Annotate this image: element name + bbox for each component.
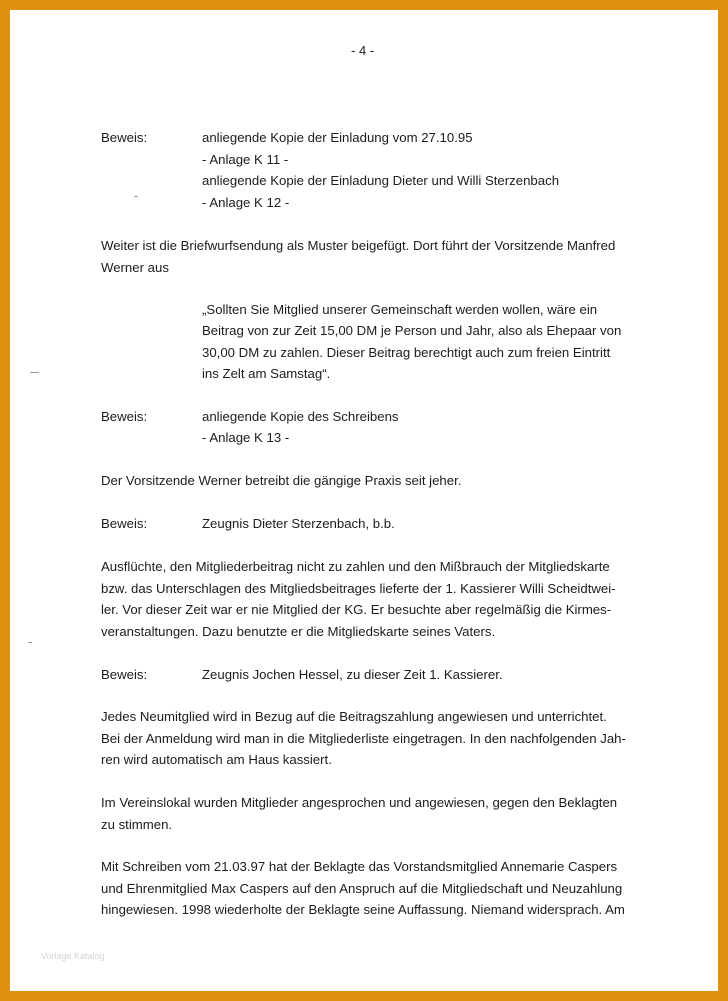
evidence-label: Beweis: — [101, 516, 148, 531]
watermark: Vorlage Katalog — [41, 951, 105, 961]
paragraph-line: Mit Schreiben vom 21.03.97 hat der Beklagte das Vorstandsmitglied Annemarie Caspers — [101, 859, 618, 874]
evidence-label: Beweis: — [101, 667, 148, 682]
evidence-line: anliegende Kopie der Einladung Dieter und Willi Sterzenbach — [202, 173, 560, 188]
scan-speck — [30, 372, 39, 373]
evidence-line: Zeugnis Dieter Sterzenbach, b.b. — [202, 516, 395, 531]
paragraph-line: Jedes Neumitglied wird in Bezug auf die Beitragszahlung angewiesen und unterrichtet. — [101, 709, 607, 724]
paragraph-line: hingewiesen. 1998 wiederholte der Beklagte seine Auffassung. Niemand widersprach. Am — [101, 902, 625, 917]
evidence-line: anliegende Kopie der Einladung vom 27.10.95 — [202, 130, 473, 145]
quote-line: „Sollten Sie Mitglied unserer Gemeinschaft werden wollen, wäre ein — [202, 302, 598, 317]
paragraph-line: Werner aus — [101, 260, 169, 275]
quote-line: 30,00 DM zu zahlen. Dieser Beitrag berechtigt auch zum freien Eintritt — [202, 345, 611, 360]
evidence-line: - Anlage K 13 - — [202, 430, 290, 445]
quote-line: ins Zelt am Samstag“. — [202, 366, 331, 381]
evidence-line: - Anlage K 11 - — [202, 152, 289, 167]
paragraph-line: zu stimmen. — [101, 817, 173, 832]
paragraph-line: Im Vereinslokal wurden Mitglieder angesprochen und angewiesen, gegen den Beklagten — [101, 795, 618, 810]
evidence-label: Beweis: — [101, 409, 148, 424]
document-page — [10, 10, 718, 991]
paragraph-line: veranstaltungen. Dazu benutzte er die Mitgliedskarte seines Vaters. — [101, 624, 496, 639]
paragraph-line: Weiter ist die Briefwurfsendung als Muster beigefügt. Dort führt der Vorsitzende Manfred — [101, 238, 616, 253]
evidence-label: Beweis: — [101, 130, 148, 145]
quote-line: Beitrag von zur Zeit 15,00 DM je Person und Jahr, also als Ehepaar von — [202, 323, 622, 338]
paragraph-line: bzw. das Unterschlagen des Mitgliedsbeitrages lieferte der 1. Kassierer Willi Scheidtwei- — [101, 581, 616, 596]
paragraph-line: Ausflüchte, den Mitgliederbeitrag nicht zu zahlen und den Mißbrauch der Mitgliedskarte — [101, 559, 610, 574]
paragraph-line: und Ehrenmitglied Max Caspers auf den Anspruch auf die Mitgliedschaft und Neuzahlung — [101, 881, 623, 896]
scan-speck — [134, 196, 138, 197]
evidence-line: anliegende Kopie des Schreibens — [202, 409, 399, 424]
evidence-line: Zeugnis Jochen Hessel, zu dieser Zeit 1. Kassierer. — [202, 667, 503, 682]
paragraph-line: Der Vorsitzende Werner betreibt die gängige Praxis seit jeher. — [101, 473, 462, 488]
paragraph-line: ler. Vor dieser Zeit war er nie Mitglied der KG. Er besuchte aber regelmäßig die Kirmes- — [101, 602, 612, 617]
evidence-line: - Anlage K 12 - — [202, 195, 290, 210]
paragraph-line: ren wird automatisch am Haus kassiert. — [101, 752, 332, 767]
paragraph-line: Bei der Anmeldung wird man in die Mitgliederliste eingetragen. In den nachfolgenden Jah- — [101, 731, 626, 746]
scan-speck — [28, 642, 32, 643]
page-number: - 4 - — [351, 43, 375, 58]
